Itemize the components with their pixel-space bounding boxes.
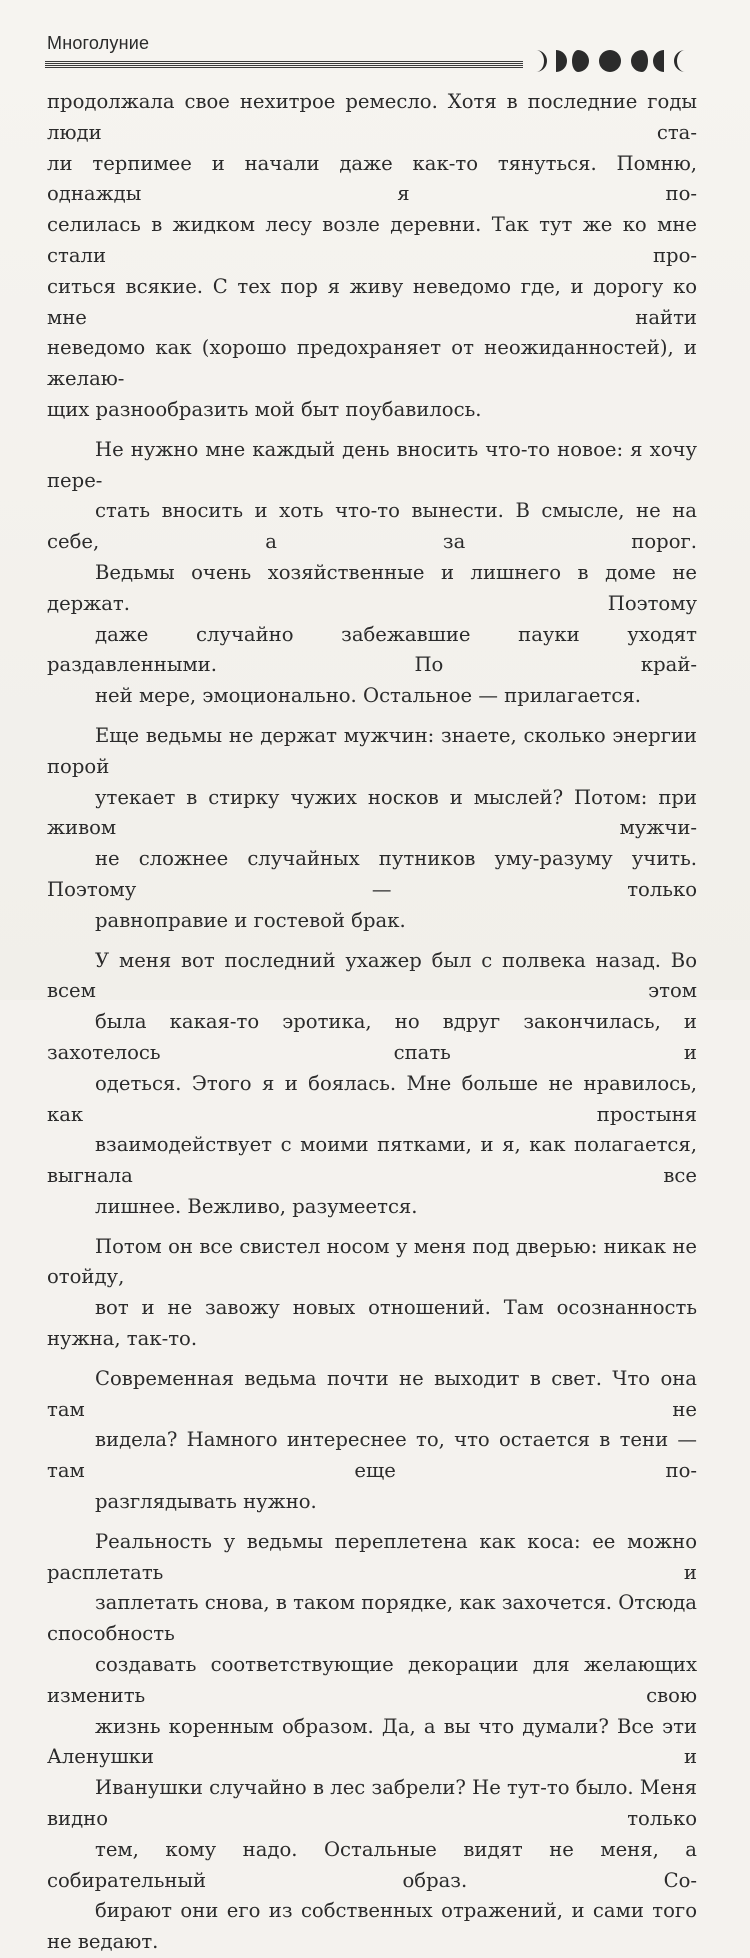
moon-full-icon bbox=[599, 50, 621, 72]
text-line: тем, кому надо. Остальные видят не меня, а собирательный образ. Со- bbox=[47, 1837, 697, 1892]
text-line: Реальность у ведьмы переплетена как коса: ее можно расплетать и bbox=[47, 1529, 697, 1584]
text-line: видела? Намного интереснее то, что остается в тени — там еще по- bbox=[47, 1428, 697, 1483]
text-line: Не нужно мне каждый день вносить что-то новое: я хочу пере- bbox=[47, 437, 697, 492]
text-line: неведомо как (хорошо предохраняет от неожиданностей), и желаю- bbox=[47, 336, 697, 391]
text-line: взаимодействует с моими пятками, и я, как полагается, выгнала все bbox=[47, 1133, 697, 1188]
moon-half-right-icon bbox=[556, 50, 567, 72]
text-line: разглядывать нужно. bbox=[95, 1490, 317, 1514]
text-line: Иванушки случайно в лес забрели? Не тут-то было. Меня видно только bbox=[47, 1776, 697, 1831]
paragraph bbox=[47, 721, 697, 937]
text-line: Потом он все свистел носом у меня под дверью: никак не отойду, bbox=[47, 1234, 697, 1289]
moon-gibbous-left-icon bbox=[631, 50, 648, 72]
text-line: жизнь коренным образом. Да, а вы что думали? Все эти Аленушки и bbox=[47, 1714, 697, 1769]
text-line: даже случайно забежавшие пауки уходят раздавленными. По край- bbox=[47, 622, 697, 677]
header-rule bbox=[45, 60, 523, 68]
moon-crescent-right-icon bbox=[536, 50, 547, 72]
text-line: ситься всякие. С тех пор я живу неведомо где, и дорогу ко мне найти bbox=[47, 274, 697, 329]
text-line: Ведьмы очень хозяйственные и лишнего в доме не держат. Поэтому bbox=[47, 560, 697, 615]
text-line: создавать соответствующие декорации для желающих изменить свою bbox=[47, 1653, 697, 1707]
text-line: вот и не завожу новых отношений. Там осознанность нужна, так-то. bbox=[47, 1296, 697, 1351]
paragraph bbox=[47, 946, 697, 1223]
paragraph bbox=[47, 1232, 697, 1355]
moon-phases-ornament bbox=[532, 48, 692, 74]
text-line: ли терпимее и начали даже как-то тянуться. Помню, однажды я по- bbox=[47, 151, 697, 206]
text-line: У меня вот последний ухажер был с полвека назад. Во всем этом bbox=[47, 948, 697, 1003]
running-title: Многолуние bbox=[47, 33, 150, 53]
text-line: ней мере, эмоционально. Остальное — прилагается. bbox=[95, 684, 641, 708]
moon-half-left-icon bbox=[653, 50, 664, 72]
text-line: равноправие и гостевой брак. bbox=[95, 908, 406, 932]
text-line: заплетать снова, в таком порядке, как захочется. Отсюда способность bbox=[47, 1591, 697, 1646]
moon-crescent-left-icon bbox=[674, 50, 685, 72]
moon-gibbous-right-icon bbox=[572, 50, 589, 72]
text-line: Еще ведьмы не держат мужчин: знаете, сколько энергии порой bbox=[47, 723, 697, 778]
text-line: одеться. Этого я и боялась. Мне больше не нравилось, как простыня bbox=[47, 1071, 697, 1126]
text-line: была какая-то эротика, но вдруг закончилась, и захотелось спать и bbox=[47, 1010, 697, 1064]
text-line: стать вносить и хоть что-то вынести. В смысле, не на себе, а за порог. bbox=[47, 499, 697, 554]
paragraph bbox=[47, 1527, 697, 1958]
text-line: продолжала свое нехитрое ремесло. Хотя в последние годы люди ста- bbox=[47, 90, 697, 144]
text-line: щих разнообразить мой быт поубавилось. bbox=[47, 397, 482, 421]
paragraph bbox=[47, 1364, 697, 1518]
text-line: не сложнее случайных путников уму-разуму учить. Поэтому — только bbox=[47, 847, 697, 901]
text-line: селилась в жидком лесу возле деревни. Так тут же ко мне стали про- bbox=[47, 213, 697, 267]
text-line: лишнее. Вежливо, разумеется. bbox=[95, 1194, 418, 1218]
body-text bbox=[47, 87, 697, 1958]
text-line: Современная ведьма почти не выходит в свет. Что она там не bbox=[47, 1366, 697, 1421]
paragraph bbox=[47, 435, 697, 712]
text-line: бирают они его из собственных отражений, и сами того не ведают. bbox=[47, 1899, 697, 1954]
text-line: утекает в стирку чужих носков и мыслей? Потом: при живом мужчи- bbox=[47, 785, 697, 840]
paragraph bbox=[47, 87, 697, 426]
